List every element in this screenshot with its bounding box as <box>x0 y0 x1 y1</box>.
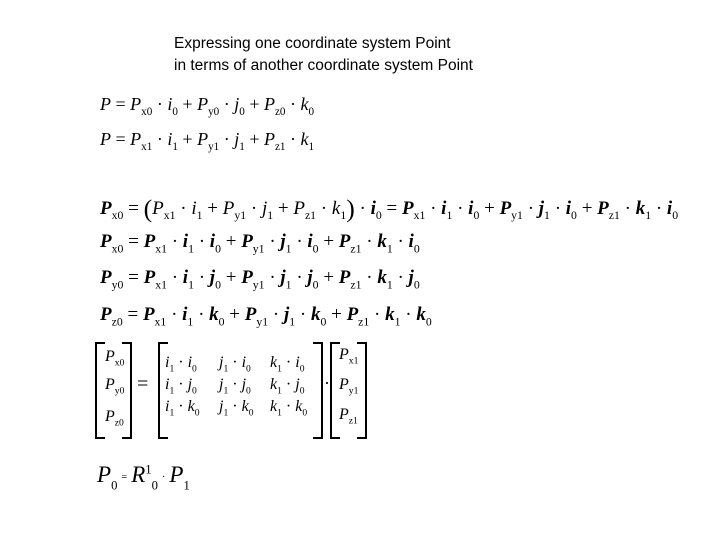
equation-point-frame1: $P = P_{x1} \cdot i_1 + P_{y1} \cdot j_1 + P_{z1} \cdot k_1$ <box>100 129 315 154</box>
matrix-cell: $i_1 \cdot k_0$ <box>165 398 200 419</box>
final-p: P <box>97 462 112 487</box>
final-equals: = <box>121 471 128 483</box>
final-p1-sub: 1 <box>183 478 190 493</box>
matrix-dot: · <box>324 373 330 393</box>
matrix-cell: $i_1 \cdot j_0$ <box>165 376 197 397</box>
equation-pz0: $P_{z0} = P_{x1} \cdot i_1 \cdot k_0 + P_{y1} \cdot j_1 \cdot k_0 + P_{z1} \cdot k_1 \cdot k_0$ <box>100 304 432 329</box>
title-line-2: in terms of another coordinate system Point <box>174 57 473 74</box>
final-r-sup: 1 <box>145 462 152 477</box>
matrix-cell: $i_1 \cdot i_0$ <box>165 354 197 375</box>
equation-px0: $P_{x0} = P_{x1} \cdot i_1 \cdot i_0 + P_{y1} \cdot j_1 \cdot i_0 + P_{z1} \cdot k_1 \cdot i_0$ <box>100 231 420 256</box>
matrix-cell: $j_1 \cdot i_0$ <box>219 354 251 375</box>
lhs-left-bracket <box>95 342 105 439</box>
lhs-px0: $P_{x0}$ <box>105 348 125 369</box>
slide-title <box>174 33 473 77</box>
equation-px0-derivation: $P_{x0} = (P_{x1} \cdot i_1 + P_{y1} \cdot j_1 + P_{z1} \cdot k_1) \cdot i_0 = P_{x1} \cdot i_1 \cdot i_0 + P_{y1} \cdot j_1 \cdot i_0 + P_{z1} \cdot k_1 \cdot i_0$ <box>100 194 679 223</box>
final-r-sub: 0 <box>151 478 158 493</box>
final-p-sub: 0 <box>111 478 118 493</box>
rhs-px1: $P_{x1}$ <box>339 346 359 367</box>
matrix-cell: $k_1 \cdot j_0$ <box>270 376 305 397</box>
final-dot: · <box>161 471 166 483</box>
equation-py0: $P_{y0} = P_{x1} \cdot i_1 \cdot j_0 + P_{y1} \cdot j_1 \cdot j_0 + P_{z1} \cdot k_1 \cdot j_0$ <box>100 267 420 292</box>
rhs-right-bracket <box>357 342 367 439</box>
title-line-1: Expressing one coordinate system Point <box>174 35 451 52</box>
lhs-pz0: $P_{z0}$ <box>105 408 124 429</box>
rhs-pz1: $P_{z1}$ <box>339 406 358 427</box>
final-equation <box>97 462 190 494</box>
matrix-cell: $k_1 \cdot i_0$ <box>270 354 305 375</box>
matrix-equation <box>95 340 395 440</box>
matrix-cell: $k_1 \cdot k_0$ <box>270 398 308 419</box>
rhs-py1: $P_{y1}$ <box>339 376 359 397</box>
final-r: R <box>131 462 146 487</box>
matrix-cell: $j_1 \cdot j_0$ <box>219 376 251 397</box>
matrix-right-bracket <box>313 342 323 439</box>
final-p1: P <box>169 462 184 487</box>
lhs-py0: $P_{y0}$ <box>105 376 125 397</box>
matrix-cell: $j_1 \cdot k_0$ <box>219 398 254 419</box>
matrix-equals-sign: = <box>137 373 149 395</box>
equation-point-frame0: $P = P_{x0} \cdot i_0 + P_{y0} \cdot j_0 + P_{z0} \cdot k_0$ <box>100 94 315 119</box>
